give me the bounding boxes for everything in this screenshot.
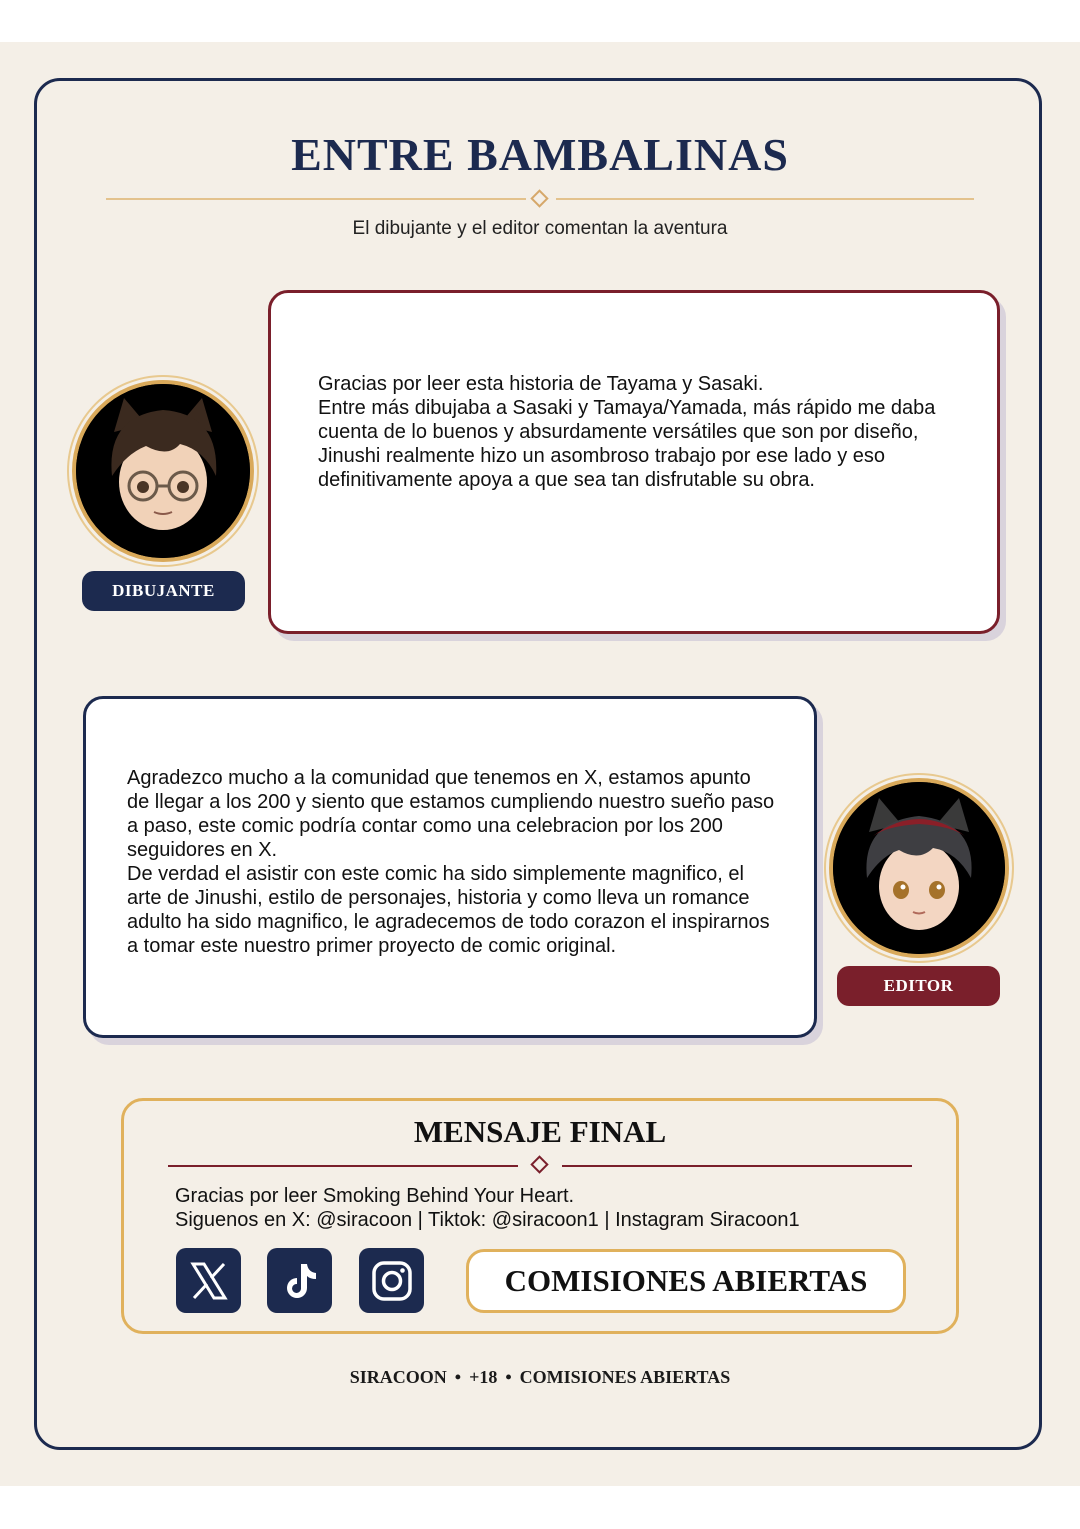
final-message-title: MENSAJE FINAL (413, 1114, 667, 1149)
artist-avatar-illustration (76, 384, 250, 558)
footer-separator: • (505, 1367, 512, 1387)
final-divider-right (562, 1165, 912, 1167)
page-title: ENTRE BAMBALINAS (291, 129, 789, 180)
artist-message-card (268, 290, 1000, 634)
editor-message-card (83, 696, 817, 1038)
title-divider-right (556, 198, 974, 200)
editor-message-text: Agradezco mucho a la comunidad que tenemos en X, estamos apunto de llegar a los 200 y siento que estamos cumpliendo nuestro sueño paso a paso, este comic podría contar como una celebracion por los 200 seguidores en X. De verdad el asistir con este comic ha sido simplemente magnifico, el arte de Jinushi, estilo de personajes, historia y como lleva un romance adulto ha sido magnifico, le agradecemos de todo corazon el inspirarnos a tomar este nuestro primer proyecto de comic original. (127, 767, 775, 957)
footer-separator: • (454, 1367, 462, 1387)
final-message-text (175, 1184, 800, 1232)
commissions-open-badge[interactable]: COMISIONES ABIERTAS (466, 1249, 906, 1313)
x-icon (187, 1259, 231, 1303)
artist-role-tag: DIBUJANTE (82, 571, 245, 611)
final-follow-line: Siguenos en X: @siracoon | Tiktok: @siracoon1 | Instagram Siracoon1 (175, 1209, 800, 1231)
artist-message-text: Gracias por leer esta historia de Tayama y Sasaki. Entre más dibujaba a Sasaki y Tamaya/Yamada, más rápido me daba cuenta de lo buenos y absurdamente versátiles que son por diseño, Jinushi realmente hizo un asombroso trabajo por ese lado y eso definitivamente apoya a que sea tan disfrutable su obra. (318, 373, 936, 491)
tiktok-icon (278, 1259, 322, 1303)
final-thanks-line: Gracias por leer Smoking Behind Your Heart. (175, 1185, 575, 1207)
editor-avatar (829, 778, 1009, 958)
artist-avatar (72, 380, 254, 562)
title-divider-left (106, 198, 526, 200)
editor-avatar-illustration (833, 782, 1005, 954)
final-divider-left (168, 1165, 518, 1167)
tiktok-social-button[interactable] (267, 1248, 332, 1313)
footer (0, 1367, 1080, 1388)
footer-age-rating: +18 (469, 1367, 498, 1387)
footer-brand: SIRACOON (349, 1367, 447, 1387)
instagram-icon (369, 1258, 415, 1304)
instagram-social-button[interactable] (359, 1248, 424, 1313)
page-subtitle: El dibujante y el editor comentan la aventura (352, 218, 728, 239)
editor-role-tag: EDITOR (837, 966, 1000, 1006)
footer-commissions: COMISIONES ABIERTAS (519, 1367, 731, 1387)
x-social-button[interactable] (176, 1248, 241, 1313)
